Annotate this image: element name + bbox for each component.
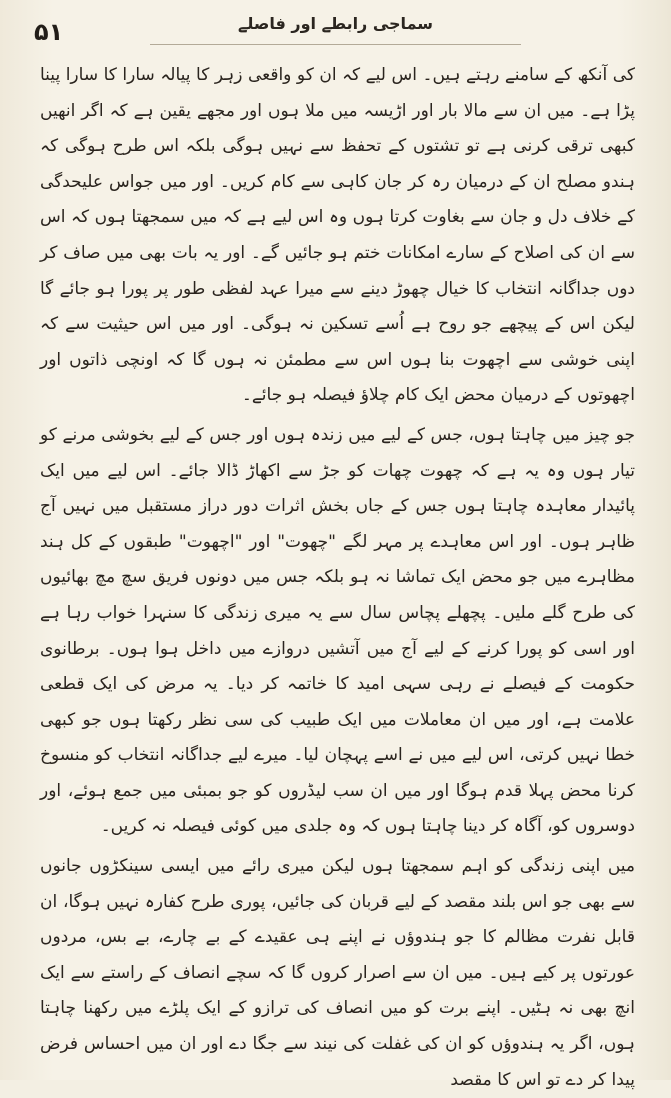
running-head: سماجی رابطے اور فاصلے xyxy=(237,14,434,33)
paragraph-3: میں اپنی زندگی کو اہم سمجھتا ہوں لیکن میری رائے میں ایسی سینکڑوں جانوں سے بھی جو اس بلند مقصد کے لیے قربان کی جائیں، پوری طرح کفارہ نہیں ہوگا، ان قابل نفرت مظالم کا جو ہندوؤں نے اپنے ہی عقیدے کے بے چارے، بے بس، مردوں عورتوں پر کیے ہیں۔ میں ان سے اصرار کروں گا کہ سچے انصاف کے راستے سے ایک انچ بھی نہ ہٹیں۔ اپنے برت کو میں انصاف کی ترازو کے ایک پلڑے میں رکھنا چاہتا ہوں، اگر یہ ہندوؤں کو ان کی غفلت کی نیند سے جگا دے اور ان میں احساس فرض پیدا کر دے تو اس کا مقصد xyxy=(40,856,635,1090)
paragraph-2: جو چیز میں چاہتا ہوں، جس کے لیے میں زندہ ہوں اور جس کے لیے بخوشی مرنے کو تیار ہوں وہ یہ ہے کہ چھوت چھات کو جڑ سے اکھاڑ ڈالا جائے۔ اس لیے میں ایک پائیدار معاہدہ چاہتا ہوں جس کے جاں بخش اثرات دور دراز مستقبل میں نہیں آج ظاہر ہوں۔ اور اس معاہدے پر مہر لگے "چھوت" اور "اچھوت" طبقوں کے کل ہند مظاہرے میں جو محض ایک تماشا نہ ہو بلکہ جس میں دونوں فریق سچ مچ بھائیوں کی طرح گلے ملیں۔ پچھلے پچاس سال سے یہ میری زندگی کا سنہرا خواب رہا ہے اور اسی کو پورا کرنے کے لیے آج میں آتشیں دروازے میں داخل ہوا ہوں۔ برطانوی حکومت کے فیصلے نے رہی سہی امید کا خاتمہ کر دیا۔ یہ مرض کی ایک قطعی علامت ہے، اور میں ان معاملات میں ایک طبیب کی سی نظر رکھتا ہوں جو کبھی خطا نہیں کرتی، اس لیے میں نے اسے پہچان لیا۔ میرے لیے جداگانہ انتخاب کو منسوخ کرنا محض پہلا قدم ہوگا اور میں ان سب لیڈروں کو جو بمبئی میں جمع ہوئے، اور دوسروں کو، آگاہ کر دینا چاہتا ہوں کہ وہ جلدی میں کوئی فیصلہ نہ کریں۔ xyxy=(40,424,635,837)
body-text xyxy=(40,58,635,1090)
header-rule xyxy=(150,44,521,45)
page-number: ۵۱ xyxy=(34,18,64,46)
paragraph-1: کی آنکھ کے سامنے رہتے ہیں۔ اس لیے کہ ان کو واقعی زہر کا پیالہ سارا کا سارا پینا پڑا ہے۔ میں ان سے مالا بار اور اڑیسہ میں ملا ہوں اور مجھے یقین ہے کہ اگر انھیں کبھی ترقی کرنی ہے تو تشتوں کے تحفظ سے نہیں ہوگی بلکہ اس طرح ہوگی کہ ہندو مصلح ان کے درمیان رہ کر جان کاہی سے کام کریں۔ اور میں جواس علیحدگی کے خلاف دل و جان سے بغاوت کرتا ہوں وہ اس لیے ہے کہ میں سمجھتا ہوں کہ اس سے ان کی اصلاح کے سارے امکانات ختم ہو جائیں گے۔ اور یہ بات بھی میں صاف کر دوں جداگانہ انتخاب کا خیال چھوڑ دینے سے میرا عہد لفظی طور پر پورا ہو جائے گا لیکن اس کے پیچھے جو روح ہے اُسے تسکین نہ ہوگی۔ اور میں اس حیثیت سے کہ اپنی خوشی سے اچھوت بنا ہوں اس سے مطمئن نہ ہوں گا کہ اونچی ذاتوں اور اچھوتوں کے درمیان محض ایک کام چلاؤ فیصلہ ہو جائے۔ xyxy=(40,65,635,406)
